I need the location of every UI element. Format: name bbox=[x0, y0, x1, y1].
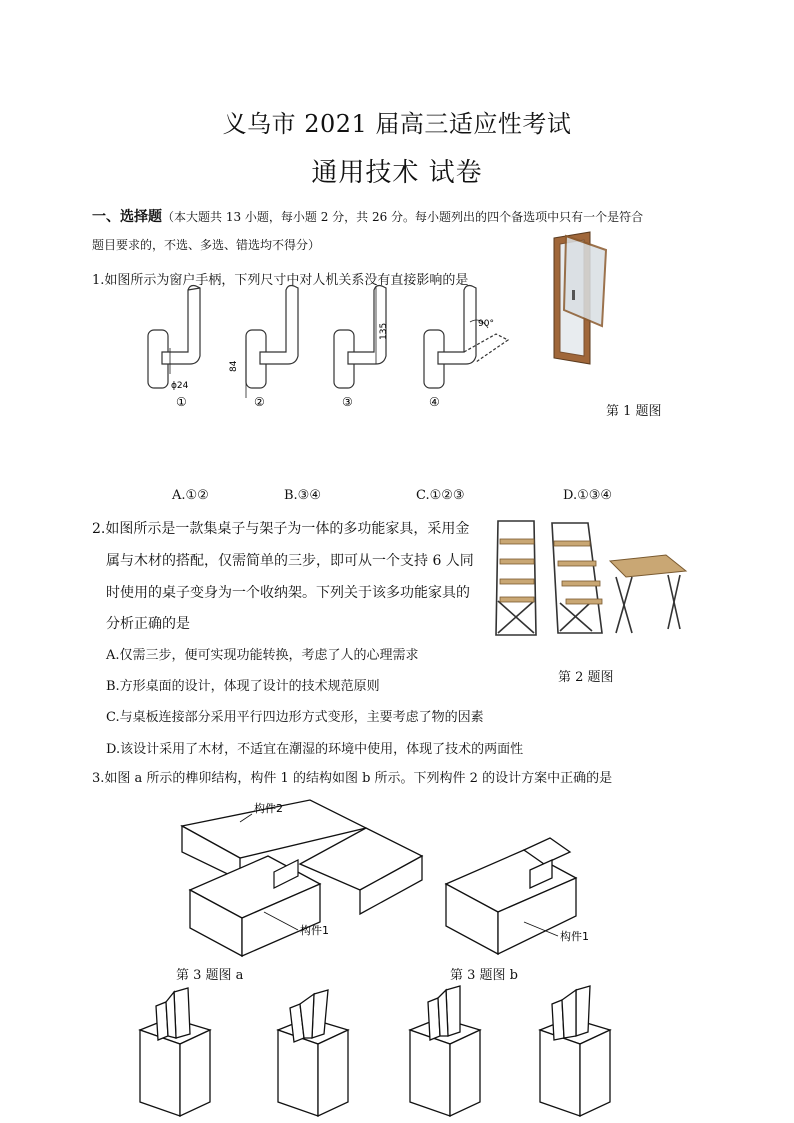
q3-label-part1-b: 构件1 bbox=[560, 930, 589, 943]
q1-option-a[interactable]: A.①② bbox=[172, 488, 209, 503]
q2-stem-line-4: 分析正确的是 bbox=[106, 616, 190, 632]
q3-label-part2: 构件2 bbox=[254, 802, 283, 815]
dim-label-3: 135 bbox=[379, 322, 389, 340]
q2-option-a[interactable]: A.仅需三步，便可实现功能转换，考虑了人的心理需求 bbox=[106, 648, 419, 663]
handle-4-drawing bbox=[424, 286, 508, 389]
q1-window-figure bbox=[550, 230, 610, 370]
q2-stem-line-1: 2.如图所示是一款集桌子与架子为一体的多功能家具，采用金 bbox=[92, 521, 470, 537]
dim-label-1: ϕ24 bbox=[171, 381, 189, 391]
q3-figure-a bbox=[170, 792, 430, 962]
q2-option-c[interactable]: C.与桌板连接部分采用平行四边形方式变形，主要考虑了物的因素 bbox=[106, 710, 484, 725]
dim-label-4: 90° bbox=[478, 319, 494, 329]
section-heading: 一、选择题 bbox=[92, 209, 162, 225]
section-description-cont: 题目要求的，不选、多选、错选均不得分） bbox=[92, 238, 321, 252]
q2-stem-line-2: 属与木材的搭配，仅需简单的三步，即可从一个支持 6 人同 bbox=[106, 553, 474, 569]
q1-stem: 1.如图所示为窗户手柄，下列尺寸中对人机关系没有直接影响的是 bbox=[92, 273, 469, 288]
handle-label-1: ① bbox=[176, 395, 187, 409]
q3-label-part1-a: 构件1 bbox=[300, 924, 329, 937]
q2-stem-line-3: 时使用的桌子变身为一个收纳架。下列关于该多功能家具的 bbox=[106, 585, 470, 601]
section-description: （本大题共 13 小题，每小题 2 分，共 26 分。每小题列出的四个备选项中只有一个是符合 bbox=[162, 210, 644, 224]
q1-caption: 第 1 题图 bbox=[606, 404, 662, 419]
dim-label-2: 84 bbox=[229, 360, 239, 372]
section-heading-row bbox=[92, 206, 643, 226]
exam-title: 义乌市 2021 届高三适应性考试 bbox=[222, 110, 572, 138]
q2-caption: 第 2 题图 bbox=[558, 670, 614, 685]
q3-option-b-drawing[interactable] bbox=[278, 990, 348, 1116]
q3-option-d-drawing[interactable] bbox=[540, 986, 610, 1116]
q3-stem: 3.如图 a 所示的榫卯结构，构件 1 的结构如图 b 所示。下列构件 2 的设计方案中正确的是 bbox=[92, 771, 613, 786]
q2-furniture-figure bbox=[490, 515, 690, 645]
q2-option-b[interactable]: B.方形桌面的设计，体现了设计的技术规范原则 bbox=[106, 679, 380, 694]
handle-label-4: ④ bbox=[429, 395, 440, 409]
q3-option-drawings bbox=[136, 982, 636, 1120]
handle-label-3: ③ bbox=[342, 395, 353, 409]
handle-label-2: ② bbox=[254, 395, 265, 409]
q3-option-a-drawing[interactable] bbox=[140, 988, 210, 1116]
q3-caption-a: 第 3 题图 a bbox=[176, 968, 244, 983]
q1-option-d[interactable]: D.①③④ bbox=[563, 488, 613, 503]
q3-option-c-drawing[interactable] bbox=[410, 986, 480, 1116]
q2-option-d[interactable]: D.该设计采用了木材，不适宜在潮湿的环境中使用，体现了技术的两面性 bbox=[106, 742, 524, 757]
handle-2-drawing bbox=[246, 286, 298, 389]
q1-option-c[interactable]: C.①②③ bbox=[416, 488, 465, 503]
q3-caption-b: 第 3 题图 b bbox=[450, 968, 518, 983]
q1-option-b[interactable]: B.③④ bbox=[284, 488, 321, 503]
handle-1-drawing bbox=[148, 286, 200, 389]
q1-handles-figure bbox=[140, 282, 520, 412]
q3-figure-b bbox=[440, 830, 620, 960]
exam-subtitle: 通用技术 试卷 bbox=[311, 158, 483, 188]
